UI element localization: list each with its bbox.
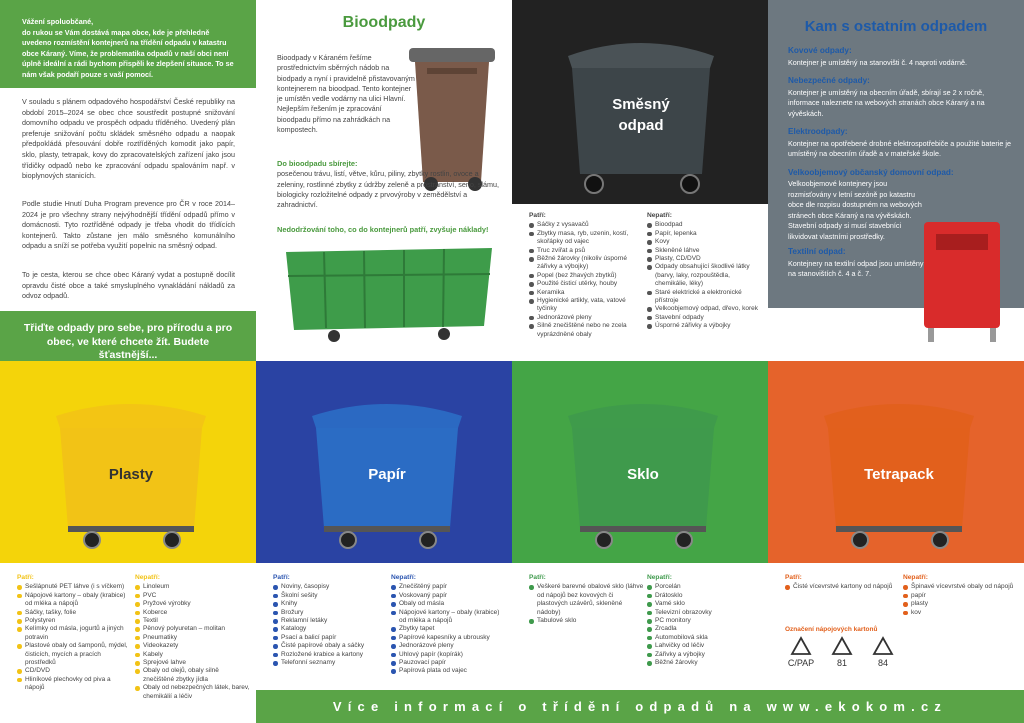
list-item: Noviny, časopisy — [273, 583, 389, 591]
list-item: Čisté papírové obaly a sáčky — [273, 642, 389, 650]
list-item: Rozložené krabice a kartony — [273, 651, 389, 659]
recycle-marks — [785, 636, 905, 668]
mixed-waste-label-line2: odpad — [618, 117, 664, 134]
section-text: Kontejner na opotřebené drobné elektrospotřebiče a použité baterie je umístěný na obecním úřadě a v mateřské škole. — [788, 138, 1011, 158]
papír-nepatri-list — [391, 574, 507, 676]
mixed-waste-label-line1: Směsný — [612, 96, 670, 113]
recycle-mark — [867, 636, 899, 668]
list-item: Použité čisticí utěrky, houby — [529, 280, 639, 288]
nepatri-head: Nepatří: — [391, 574, 416, 581]
other-waste-section — [788, 127, 1013, 160]
list-item: Sprejové lahve — [135, 659, 251, 667]
list-item: PVC — [135, 592, 251, 600]
list-item: kov — [903, 609, 1019, 617]
list-item: Koberce — [135, 609, 251, 617]
mixed-patri-head: Patří: — [529, 212, 546, 219]
list-item: Jednorázové pleny — [529, 314, 639, 322]
list-item: Školní sešity — [273, 592, 389, 600]
list-item: Běžné žárovky (nikoliv úsporné zářivky a výbojky) — [529, 255, 639, 272]
recycle-code: 81 — [836, 658, 847, 668]
tetrapack-nepatri-list — [903, 574, 1019, 617]
footer-bar: Více informací o třídění odpadů na www.ekokom.cz — [256, 690, 1024, 723]
recycle-triangle-icon — [790, 636, 812, 656]
list-item: CD/DVD — [17, 667, 129, 675]
list-item: Voskovaný papír — [391, 592, 507, 600]
list-item: Plastové obaly od šamponů, mýdel, čisticích, mycích a pracích prostředků — [17, 642, 129, 667]
list-item: Vamé sklo — [647, 600, 763, 608]
list-item: Knihy — [273, 600, 389, 608]
section-head: Velkoobjemový občanský domovní odpad: — [788, 167, 954, 177]
bio-warning: Nedodržování toho, co do kontejnerů patří, zvyšuje náklady! — [277, 225, 489, 234]
section-head: Kovové odpady: — [788, 46, 852, 55]
section-head: Nebezpečné odpady: — [788, 76, 870, 85]
list-item: Truс zvířat a psů — [529, 247, 639, 255]
paragraph-study: Podle studie Hnutí Duha Program prevence pro ČR v roce 2014–2024 je pro všechny strany nejvýhodnější třídění odpadů přímo v domácnosti. Tyto roztříděné odpady je třeba vhodit do třídících kontejnerů. Takto zůstane jen málo směsného komunálního odpadu a sníží se potřeba využití popelnic na směsný odpad. — [22, 199, 235, 251]
list-item: Veškeré barevné obalové sklo (láhve od nápojů bez kovových či plastových uzávěrů, skleněné nádoby) — [529, 583, 645, 617]
list-item: Drátosklo — [647, 592, 763, 600]
recycle-triangle-icon — [831, 636, 853, 656]
intro-greeting: Vážení spoluobčané, — [22, 17, 94, 26]
list-item: Zářivky a výbojky — [647, 651, 763, 659]
bio-title: Bioodpady — [342, 14, 426, 31]
list-item: Odpady obsahující škodlivé látky (barvy, laky, rozpouštědla, chemikálie, léky) — [647, 263, 759, 288]
list-item: Zbytky tapet — [391, 625, 507, 633]
section-text: Kontejnery na textilní odpad jsou umístěny na stanovištích č. 4 a č. 7. — [788, 258, 924, 278]
list-item: Telefonní seznamy — [273, 659, 389, 667]
mixed-nepatri-head: Nepatří: — [647, 212, 672, 219]
papír-patri-list — [273, 574, 389, 667]
section-head: Textilní odpad: — [788, 247, 846, 256]
list-item: Pneumatiky — [135, 634, 251, 642]
list-item: Brožury — [273, 609, 389, 617]
list-item: Čisté vícevrstvé kartony od nápojů — [785, 583, 901, 591]
recycle-mark — [826, 636, 858, 668]
list-item: Katalogy — [273, 625, 389, 633]
list-item: Papírové kapesníky a ubrousky — [391, 634, 507, 642]
list-item: Nápojové kartony – obaly (krabice) od mléka a nápojů — [17, 592, 129, 609]
list-item: Lahvičky od léčiv — [647, 642, 763, 650]
list-item: Sáčky z vysavačů — [529, 221, 639, 229]
list-item: Kovy — [647, 238, 759, 246]
list-item: Velkoobjemový odpad, dřevo, korek — [647, 305, 759, 313]
intro-box — [0, 0, 256, 88]
list-item: Kelímky od másla, jogurtů a jiných potravin — [17, 625, 129, 642]
green-skip-container-icon — [284, 246, 494, 346]
list-item: Obaly od nebezpečných látek, barev, chemikálií a léčiv — [135, 684, 251, 701]
sklo-patri-list — [529, 574, 645, 625]
list-item: Papírová plata od vajec — [391, 667, 507, 675]
list-item: Bioodpad — [647, 221, 759, 229]
paragraph-goal: To je cesta, kterou se chce obec Káraný vydat a postupně docílit opravdu čisté obce a také smysluplného vynakládání nákladů za odvoz odpadů. — [22, 270, 235, 301]
list-item: Nápojové kartony – obaly (krabice) od mléka a nápojů — [391, 609, 507, 626]
list-item: Textil — [135, 617, 251, 625]
section-text: Kontejner je umístěný na stanovišti č. 4 naproti vodárně. — [788, 57, 967, 67]
list-item: Zrcadla — [647, 625, 763, 633]
list-item: Obaly od olejů, obaly silně znečištěné zbytky jídla — [135, 667, 251, 684]
list-item: Porcelán — [647, 583, 763, 591]
list-item: Stavební odpady — [647, 314, 759, 322]
list-item: Úsporné zářivky a výbojky — [647, 322, 759, 330]
bio-text: Bioodpady v Káraném řešíme prostřednictvím sběrných nádob na biodpady a nyní i pravidelně přistavovaným kontejnerem na bioodpad. Tento kontejner je umístěn vedle vodárny na ulici Hlavní. Nejlepším řešením je zpracování bioodpadu přímo na zahrádkách na kompostech. — [277, 53, 415, 135]
bio-collect-text: posečenou trávu, listí, větve, kůru, piliny, zbytky rostlin, ovoce a zeleniny, rostlinné zbytky z údržby zeleně a prostranství, seno, slámu, biologicky rozložitelné odpady z prvovýroby v zemědělství a zahradnictví. — [277, 169, 499, 210]
list-item: Silně znečištěné nebo ne zcela vyprázdněné obaly — [529, 322, 639, 339]
recycle-code: C/PAP — [787, 658, 815, 668]
list-item: PC monitory — [647, 617, 763, 625]
paragraph-plan: V souladu s plánem odpadového hospodářství České republiky na období 2015–2024 se obec chce soustředit postupné snižování domovního odpadu ve prospěch odpadu tříděného. Uvedený plán preferuje snižování počtu skládek směsného odpadu a naopak předpokládá přesouvání dobře roztříděných komodit jako papír, sklo, plasty, tetrapak, kovy do zpracovatelských zařízení jako jsou třídičky odpadů nebo ke zpracování odpadu spalováním např. v bioplynových stanicích. — [22, 97, 235, 181]
list-item: Keramika — [529, 289, 639, 297]
mixed-nepatri-list — [647, 212, 759, 331]
list-item: Automobilová skla — [647, 634, 763, 642]
list-item: Skleněné láhve — [647, 247, 759, 255]
sklo-bin-label: Sklo — [627, 466, 659, 483]
list-item: Jednorázové pleny — [391, 642, 507, 650]
list-item: Pěnový polyuretan – molitan — [135, 625, 251, 633]
mixed-waste-label — [606, 94, 676, 136]
list-item: Uhlový papír (kopírák) — [391, 651, 507, 659]
list-item: Obaly od másla — [391, 600, 507, 608]
list-item: Zbytky masa, ryb, uzenin, kostí, skořápky od vajec — [529, 230, 639, 247]
list-item: Plasty, CD/DVD — [647, 255, 759, 263]
plasty-nepatri-list — [135, 574, 251, 701]
patri-head: Patří: — [17, 574, 34, 581]
recycle-code: 84 — [877, 658, 888, 668]
intro-text: do rukou se Vám dostává mapa obce, kde je přehledně uvedeno rozmístění kontejnerů na třídění odpadu v katastru obce Káraný. Víme, že problematika odpadů v naší obci není úplně ideální a rádi bychom přispěli ke zlepšení situace. To se nám však podaří pouze s vaší pomocí. — [22, 27, 234, 79]
list-item: Běžné žárovky — [647, 659, 763, 667]
list-item: Televizní obrazovky — [647, 609, 763, 617]
patri-head: Patří: — [529, 574, 546, 581]
list-item: Videokazety — [135, 642, 251, 650]
tetrapack-patri-list — [785, 574, 901, 592]
nepatri-head: Nepatří: — [135, 574, 160, 581]
list-item: Polystyren — [17, 617, 129, 625]
section-head: Elektroodpady: — [788, 127, 848, 136]
bio-collect — [277, 159, 502, 210]
list-item: Pauzovací papír — [391, 659, 507, 667]
list-item: Hygienické artikly, vata, vatové tyčinky — [529, 297, 639, 314]
list-item: papír — [903, 592, 1019, 600]
recycle-triangle-icon — [872, 636, 894, 656]
patri-head: Patří: — [785, 574, 802, 581]
list-item: Znečištěný papír — [391, 583, 507, 591]
list-item: plasty — [903, 600, 1019, 608]
tagline: Třiďte odpady pro sebe, pro přírodu a pro obec, ve které chcete žít. Budete šťastnější... — [0, 311, 256, 361]
nepatri-head: Nepatří: — [903, 574, 928, 581]
recycle-mark — [785, 636, 817, 668]
list-item: Papír, lepenka — [647, 230, 759, 238]
recycle-head: Označení nápojových kartonů — [785, 626, 878, 633]
sklo-nepatri-list — [647, 574, 763, 667]
mixed-patri-list — [529, 212, 639, 339]
list-item: Sešlápnuté PET láhve (i s víčkem) — [17, 583, 129, 591]
list-item: Tabulové sklo — [529, 617, 645, 625]
other-waste-section — [788, 46, 1013, 68]
list-item: Pryžové výrobky — [135, 600, 251, 608]
list-item: Staré elektrické a elektronické přístroje — [647, 289, 759, 306]
nepatri-head: Nepatří: — [647, 574, 672, 581]
section-text: Kontejner je umístěný na obecním úřadě, sbírají se 2 x ročně, informace naleznete na webových stranách obce Káraný a na vývěskách. — [788, 87, 985, 118]
papír-bin-label: Papír — [368, 466, 406, 483]
list-item: Psací a balicí papír — [273, 634, 389, 642]
list-item: Kabely — [135, 651, 251, 659]
plasty-patri-list — [17, 574, 129, 693]
other-waste-title: Kam s ostatním odpadem — [804, 18, 988, 35]
tetrapack-bin-label: Tetrapack — [864, 466, 934, 483]
patri-head: Patří: — [273, 574, 290, 581]
list-item: Popel (bez žhavých zbytků) — [529, 272, 639, 280]
red-textile-container-icon — [920, 218, 1006, 346]
bio-collect-head: Do bioodpadu sbírejte: — [277, 159, 358, 168]
section-text: Velkoobjemové kontejnery jsou rozmisťovány v letní sezóně po katastru obce dle rozpisu dostupném na webových stránech obce Káraný a na vývěskách. Stavební odpady si musí stavebníci likvidovat vlastními prostředky. — [788, 179, 922, 241]
other-waste-section — [788, 76, 1013, 119]
list-item: Reklamní letáky — [273, 617, 389, 625]
list-item: Linoleum — [135, 583, 251, 591]
plasty-bin-label: Plasty — [108, 466, 154, 483]
list-item: Sáčky, tašky, folie — [17, 609, 129, 617]
list-item: Hliníkové plechovky od piva a nápojů — [17, 676, 129, 693]
list-item: Špinavé vícevrstvé obaly od nápojů — [903, 583, 1019, 591]
